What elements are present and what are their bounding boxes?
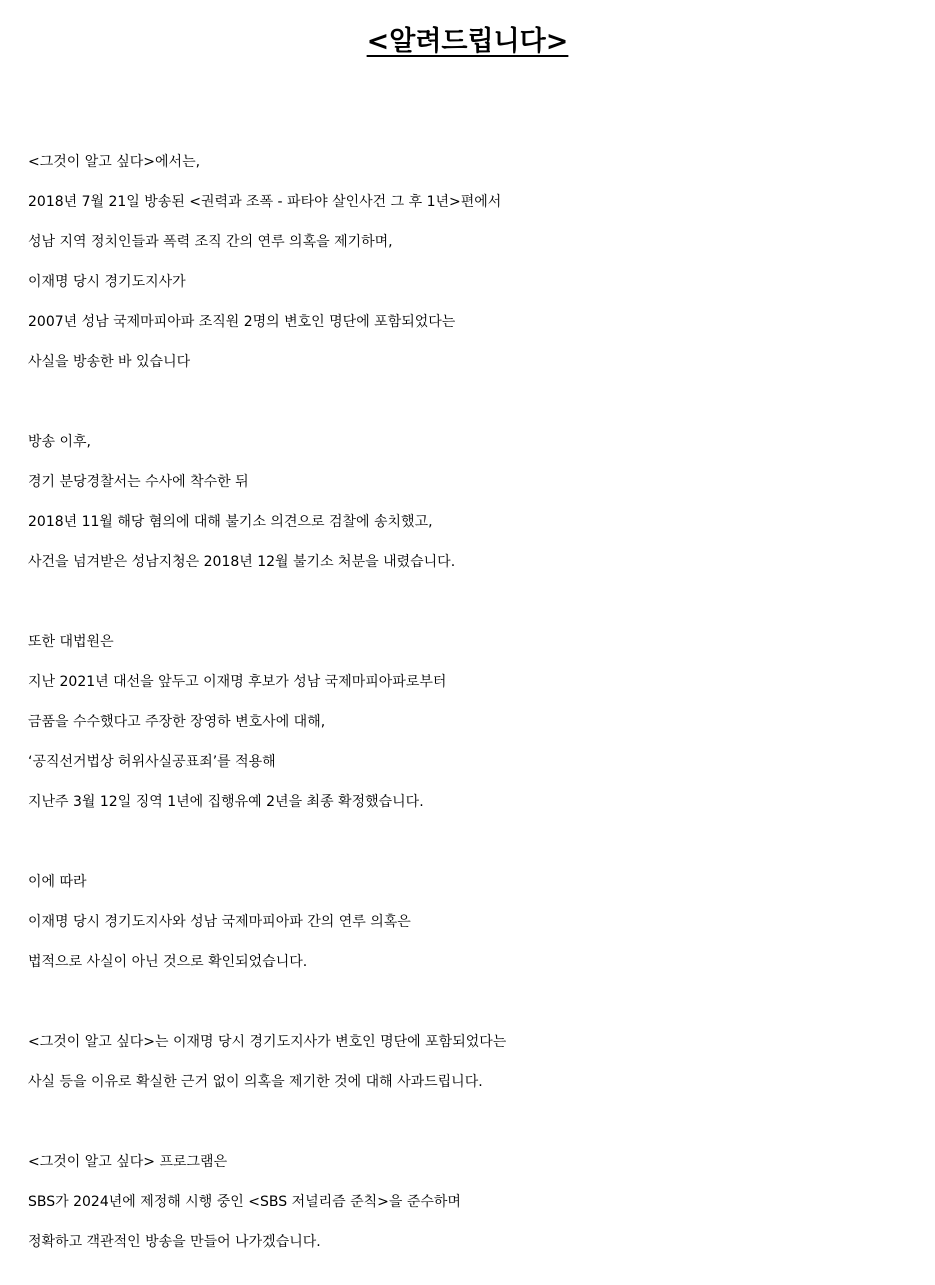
text-line: 사실을 방송한 바 있습니다	[28, 354, 191, 370]
paragraph-investigation	[28, 422, 928, 582]
text-line: 지난주 3월 12일 징역 1년에 집행유예 2년을 최종 확정했습니다.	[28, 794, 424, 810]
text-line: 금품을 수수했다고 주장한 장영하 변호사에 대해,	[28, 714, 326, 730]
paragraph-conclusion	[28, 862, 928, 982]
paragraph-gap	[28, 1102, 928, 1142]
text-line: 이재명 당시 경기도지사와 성남 국제마피아파 간의 연루 의혹은	[28, 914, 411, 930]
text-line: 법적으로 사실이 아닌 것으로 확인되었습니다.	[28, 954, 308, 970]
text-line: 또한 대법원은	[28, 634, 114, 650]
paragraph-apology	[28, 1022, 928, 1102]
notice-body	[28, 142, 928, 1262]
text-line: 방송 이후,	[28, 434, 91, 450]
paragraph-supreme-court	[28, 622, 928, 822]
text-line: <그것이 알고 싶다> 프로그램은	[28, 1154, 228, 1170]
paragraph-broadcast-claim	[28, 142, 928, 382]
text-line: SBS가 2024년에 제정해 시행 중인 <SBS 저널리즘 준칙>을 준수하며	[28, 1194, 461, 1210]
paragraph-gap	[28, 982, 928, 1022]
text-line: 사건을 넘겨받은 성남지청은 2018년 12월 불기소 처분을 내렸습니다.	[28, 554, 456, 570]
text-line: 경기 분당경찰서는 수사에 착수한 뒤	[28, 474, 249, 490]
text-line: 성남 지역 정치인들과 폭력 조직 간의 연루 의혹을 제기하며,	[28, 234, 393, 250]
text-line: 2018년 7월 21일 방송된 <권력과 조폭 - 파타야 살인사건 그 후 1년>편에서	[28, 194, 502, 210]
notice-title: <알려드립니다>	[366, 26, 569, 57]
paragraph-gap	[28, 822, 928, 862]
paragraph-gap	[28, 382, 928, 422]
text-line: 이재명 당시 경기도지사가	[28, 274, 186, 290]
text-line: ‘공직선거법상 허위사실공표죄’를 적용해	[28, 754, 276, 770]
paragraph-commitment	[28, 1142, 928, 1262]
text-line: 정확하고 객관적인 방송을 만들어 나가겠습니다.	[28, 1234, 321, 1250]
paragraph-gap	[28, 582, 928, 622]
text-line: 사실 등을 이유로 확실한 근거 없이 의혹을 제기한 것에 대해 사과드립니다.	[28, 1074, 483, 1090]
text-line: 이에 따라	[28, 874, 87, 890]
text-line: <그것이 알고 싶다>는 이재명 당시 경기도지사가 변호인 명단에 포함되었다는	[28, 1034, 507, 1050]
text-line: 지난 2021년 대선을 앞두고 이재명 후보가 성남 국제마피아파로부터	[28, 674, 447, 690]
text-line: 2007년 성남 국제마피아파 조직원 2명의 변호인 명단에 포함되었다는	[28, 314, 456, 330]
text-line: <그것이 알고 싶다>에서는,	[28, 154, 201, 170]
text-line: 2018년 11월 해당 혐의에 대해 불기소 의견으로 검찰에 송치했고,	[28, 514, 433, 530]
